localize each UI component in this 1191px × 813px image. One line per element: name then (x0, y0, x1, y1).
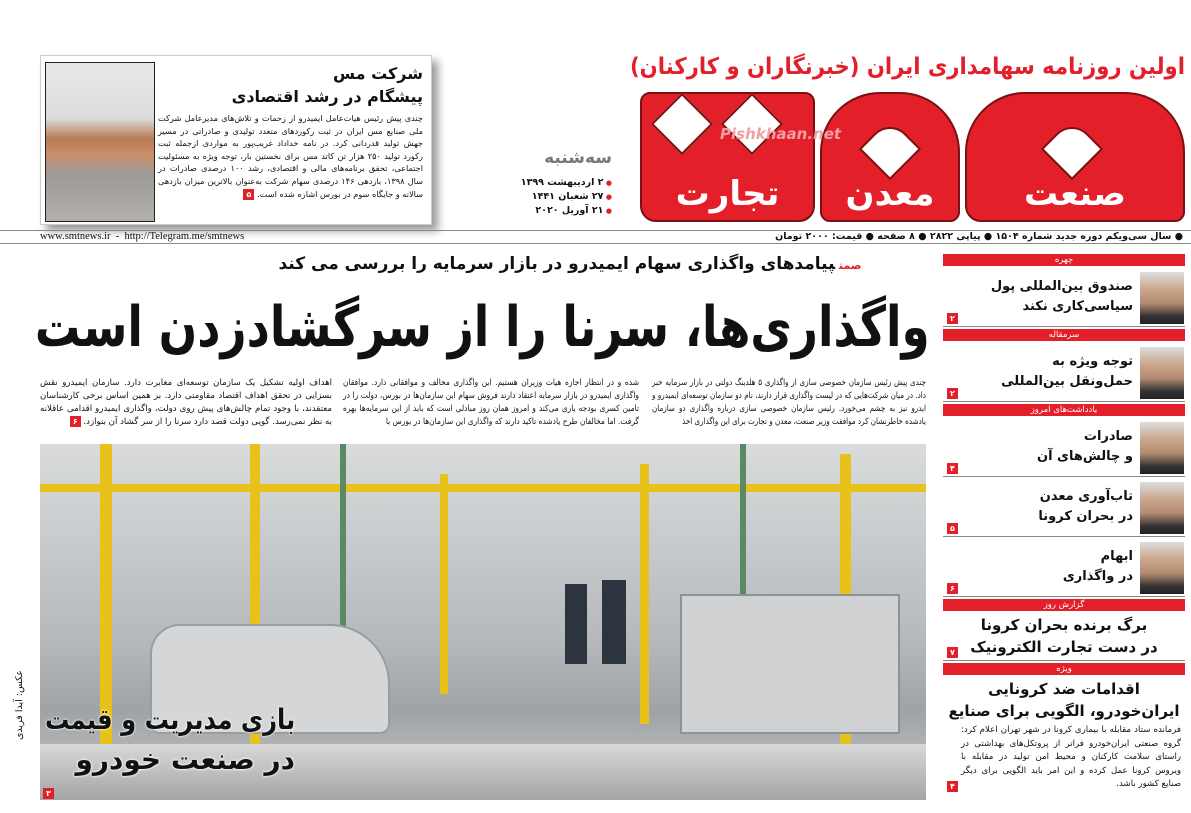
special-title-1: اقدامات ضد کرونایی (988, 680, 1140, 698)
section-header: گزارش روز (943, 599, 1185, 611)
item-title: صادرات و چالش‌های آن (1036, 429, 1133, 464)
sidebar-item[interactable] (943, 269, 1185, 327)
feature-title (158, 62, 423, 108)
feature-title-1: شرکت مس (332, 64, 423, 83)
feature-box-copy-company[interactable] (40, 55, 432, 225)
kicker-text: پیامدهای واگذاری سهام ایمیدرو در بازار سرمایه را بررسی می کند (278, 254, 836, 274)
item-title: صندوق بین‌المللی پول سیاسی‌کاری نکند (990, 279, 1133, 314)
page-badge: ۲ (947, 388, 958, 399)
special-title-2: ایران‌خودرو، الگویی برای صنایع (948, 702, 1180, 720)
section-header: ویژه (943, 663, 1185, 675)
sidebar-item[interactable] (943, 479, 1185, 537)
kicker-headline[interactable] (210, 254, 930, 274)
feature-title-2: پیشگام در رشد اقتصادی (231, 87, 423, 106)
item-title: تاب‌آوری معدن در بحران کرونا (1038, 489, 1133, 524)
special-item[interactable] (943, 678, 1185, 792)
date-gregorian: ● ۲۱ آوریل ۲۰۲۰ (520, 204, 612, 218)
main-headline-text: واگذاری‌ها، سرنا را از سرگشادزدن است (35, 295, 930, 360)
photo-credit: عکس: آیدا فریدی (14, 669, 25, 740)
item-title: توجه ویژه به حمل‌ونقل بین‌المللی (1001, 354, 1133, 389)
photo-caption-1: بازی مدیریت و قیمت (44, 703, 295, 736)
issue-info: ● سال سی‌ویکم دوره جدید شماره ۱۵۰۴ ● پیاپی ۲۸۲۲ ● ۸ صفحه ● قیمت: ۲۰۰۰ تومان (775, 231, 1183, 242)
sidebar-item[interactable] (943, 419, 1185, 477)
kicker-logo: صمت (839, 259, 862, 272)
author-photo (1140, 542, 1184, 594)
page-badge: ۳ (43, 788, 54, 799)
sidebar (943, 254, 1185, 792)
author-photo (1140, 347, 1184, 399)
page-badge: ۴ (947, 463, 958, 474)
logo-word-trade: تجارت (675, 174, 780, 214)
issue-date (520, 148, 612, 218)
report-title-1: برگ برنده بحران کرونا (980, 616, 1148, 634)
page-badge: ۶ (947, 583, 958, 594)
report-item[interactable] (943, 614, 1185, 661)
watermark: Pishkhaan.net (720, 125, 842, 143)
section-header: چهره (943, 254, 1185, 266)
sidebar-item[interactable] (943, 539, 1185, 597)
logo-word-industry: صنعت (1024, 174, 1126, 214)
story-column-1: چندی پیش رئیس سازمان خصوصی سازی از واگذاری ۵ هلدینگ دولتی در بازار سرمایه خبر داد. در میان شرکت‌هایی که در لیست واگذاری قرار دارند، نام دو سازمان توسعه‌ای ایمیدرو و ایدرو نیز به چشم می‌خورد. رئیس سازمان خصوصی سازی درباره واگذاری دو سازمان یادشده خاطرنشان کرد موافقت وزیر صنعت، معدن و تجارت برای این واگذاری اخذ (652, 378, 926, 427)
page-badge: ۶ (70, 416, 81, 427)
logo-word-mine: معدن (845, 174, 935, 214)
main-headline[interactable] (35, 290, 930, 366)
website-links[interactable]: www.smtnews.ir - http://Telegram.me/smtnews (40, 231, 245, 242)
page-badge: ۵ (947, 523, 958, 534)
section-header: سرمقاله (943, 329, 1185, 341)
masthead-logo (640, 92, 1185, 224)
author-photo (1140, 422, 1184, 474)
mine-photo (45, 62, 155, 222)
weekday: سه‌شنبه (544, 148, 612, 168)
item-title: ابهام در واگذاری (1062, 549, 1133, 584)
photo-caption[interactable] (45, 700, 295, 780)
page-badge: ۲ (947, 313, 958, 324)
story-column-3: اهداف اولیه تشکیل یک سازمان توسعه‌ای مغایرت دارد. سازمان ایمیدرو نقش بسزایی در تحقق اهداف اقتصاد مقاومتی دارد. بر همین اساس برخی کارشناسان معتقدند، با وجود تمام چالش‌های پیش روی دولت، واگذاری ایمیدرو اقدامی عاقلانه به نظر نمی‌رسد. گویی دولت قصد دارد سرنا را از سر گشاد آن بنوازد. ۶ (40, 378, 332, 427)
author-photo (1140, 272, 1184, 324)
masthead-tagline-text: اولین روزنامه سهامداری ایران (خبرنگاران و کارکنان) (630, 54, 1185, 80)
page-badge: ۷ (947, 647, 958, 658)
author-photo (1140, 482, 1184, 534)
photo-caption-2: در صنعت خودرو (75, 743, 295, 776)
special-body: فرمانده ستاد مقابله با بیماری کرونا در شهر تهران اعلام کرد: گروه صنعتی ایران‌خودرو فراتر از پروتکل‌های بهداشتی در راستای سلامت کارکنان و محیط امن تولید در مقابله با ویروس کرونا عمل کرده و این امر باید الگویی برای دیگر صنایع کشور باشد. (961, 725, 1181, 789)
report-title-2: در دست تجارت الکترونیک (970, 638, 1158, 656)
page-badge: ۵ (243, 189, 254, 200)
section-header: یادداشت‌های امروز (943, 404, 1185, 416)
page-badge: ۴ (947, 781, 958, 792)
date-solar: ● ۲ اردیبهشت ۱۳۹۹ (520, 176, 612, 190)
feature-body: چندی پیش رئیس هیات‌عامل ایمیدرو از زحمات و تلاش‌های مدیرعامل شرکت ملی صنایع مس ایران در ثبت رکوردهای متعدد تولیدی و صادراتی در مسیر جهش تولید قدردانی کرد. در نامه خداداد غریب‌پور به مواردی ازجمله ثبت رکورد تولید ۲۵۰ هزار تن کاتد مس برای نخستین بار، توجه ویژه به مسئولیت اجتماعی، تحقق برنامه‌های مالی و اقتصادی، رشد ۱۰۰ درصدی صادرات در سال ۱۳۹۸، بازدهی ۱۴۶ درصدی سهام شرکت به‌عنوان بالاترین میزان بازدهی سالانه و جایگاه سوم در بورس اشاره شده است. ۵ (158, 113, 423, 199)
sidebar-item[interactable] (943, 344, 1185, 402)
masthead-tagline (630, 52, 1185, 82)
date-lunar: ● ۲۷ شعبان ۱۴۴۱ (520, 190, 612, 204)
story-column-2: شده و در انتظار اجازه هیات وزیران هستیم. این واگذاری مخالف و موافقانی دارد. موافقان واگذاری ایمیدرو در بازار سرمایه اعتقاد دارند فروش سهام این سازمان‌ها در بورس، دولت را در تامین کسری بودجه یاری می‌کند و امروز همان روز مبادلی است که باید از این سرمایه‌ها بهره گرفت. اما مخالفان طرح یادشده تاکید دارند که واگذاری این سازمان‌ها در بورس با (343, 378, 640, 427)
